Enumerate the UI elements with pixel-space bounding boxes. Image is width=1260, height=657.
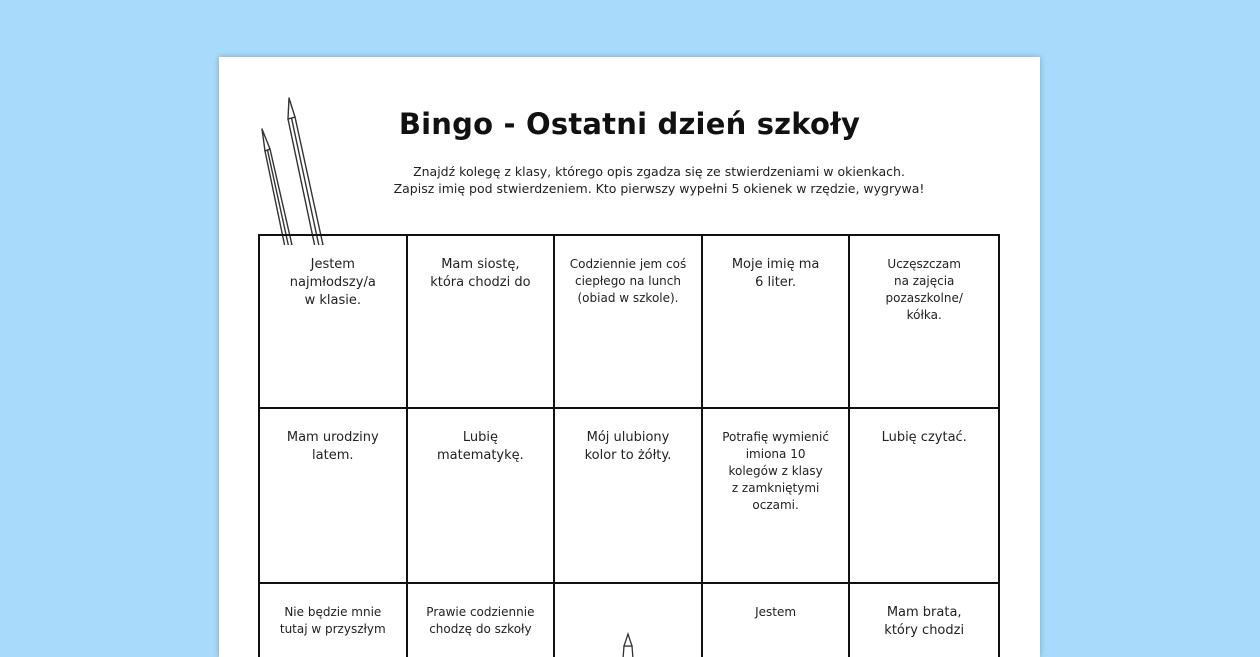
bingo-cell: Lubię matematykę. <box>408 409 556 584</box>
bingo-cell: Lubię czytać. <box>850 409 998 584</box>
bingo-cell: Mój ulubiony kolor to żółty. <box>555 409 703 584</box>
bingo-cell: Potrafię wymienić imiona 10 kolegów z klasy z zamkniętymi oczami. <box>703 409 851 584</box>
bingo-cell: Jestem <box>703 584 851 657</box>
bingo-cell: Jestem najmłodszy/a w klasie. <box>260 236 408 409</box>
bingo-cell: Moje imię ma 6 liter. <box>703 236 851 409</box>
bingo-cell: Mam siostę, która chodzi do <box>408 236 556 409</box>
instruction-line: Znajdź kolegę z klasy, którego opis zgadza się ze stwierdzeniami w okienkach. <box>413 164 905 179</box>
worksheet-page <box>219 57 1040 657</box>
bingo-cell: Mam urodziny latem. <box>260 409 408 584</box>
bingo-cell: Uczęszczam na zajęcia pozaszkolne/ kółka. <box>850 236 998 409</box>
instructions <box>319 163 999 197</box>
bingo-cell: Codziennie jem coś ciepłego na lunch (obiad w szkole). <box>555 236 703 409</box>
bingo-cell: Nie będzie mnie tutaj w przyszłym <box>260 584 408 657</box>
bingo-cell: Prawie codziennie chodzę do szkoły <box>408 584 556 657</box>
bingo-cell: Mam brata, który chodzi <box>850 584 998 657</box>
bingo-grid <box>258 234 1000 657</box>
page-title: Bingo - Ostatni dzień szkoły <box>398 107 861 141</box>
pencil-icon <box>616 632 640 657</box>
instruction-line: Zapisz imię pod stwierdzeniem. Kto pierwszy wypełni 5 okienek w rzędzie, wygrywa! <box>393 181 925 196</box>
bingo-cell-free <box>555 584 703 657</box>
